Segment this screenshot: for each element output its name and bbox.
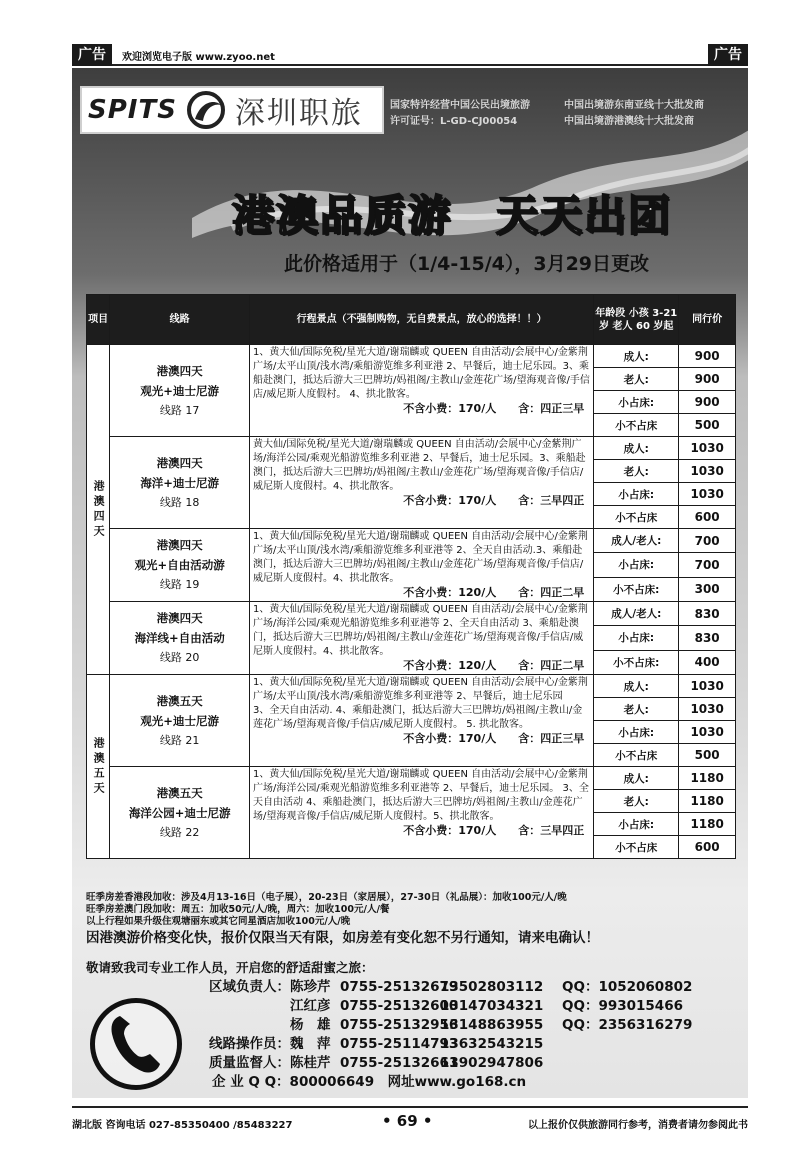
contact-qq[interactable] [562, 1035, 682, 1054]
contact-row [198, 978, 693, 997]
itinerary-cell [250, 767, 594, 859]
contact-name: 杨 雄 [290, 1017, 331, 1033]
price-cell: 300 [679, 577, 736, 601]
route-type: 观光+迪士尼游 [140, 383, 219, 398]
header-age: 年龄段 小孩 3-21 岁 老人 60 岁起 [594, 295, 679, 345]
headline-subtitle: 此价格适用于（1/4-15/4），3月29日更改 [284, 253, 650, 275]
price-cell: 1030 [679, 483, 736, 506]
route-type: 观光+自由活动游 [134, 558, 225, 572]
itinerary-cell [250, 345, 594, 437]
price-table-body [87, 345, 736, 859]
contact-phone[interactable]: 0755-25132661 [340, 1055, 459, 1071]
contact-qq[interactable]: QQ：2356316279 [562, 1017, 693, 1033]
age-cell: 小不占床 [594, 836, 679, 859]
age-cell: 成人/老人: [594, 529, 679, 553]
note-line: 旺季房差澳门段加收：周五：加收50元/人/晚，周六：加收100元/人/餐 [86, 904, 390, 915]
ad-tag-left: 广告 [72, 44, 112, 66]
category-cell: 港澳四天 [87, 345, 110, 675]
route-cell [110, 602, 250, 675]
price-cell: 900 [679, 345, 736, 368]
itinerary-text: 1、黄大仙/国际免税/星光大道/谢瑞麟或 QUEEN 自由活动/会展中心/金紫荆广场/太平山顶/浅水湾/乘船游览维多利亚港等 2、全天自由活动.3、乘船赴澳门，抵达后游大三巴牌坊/妈祖阁/主教山/金莲花广场/望海观音像/手信店/威尼斯人度假村。4、拱北散客。 [253, 531, 588, 584]
table-row [87, 437, 736, 460]
headline-title: 港澳品质游 天天出团 [232, 191, 673, 240]
license-block-right [564, 98, 704, 130]
contact-mobile[interactable]: 13147034321 [440, 998, 544, 1014]
price-cell: 400 [679, 650, 736, 674]
logo-brand-cn: 深圳职旅 [234, 96, 363, 131]
age-cell: 小占床: [594, 391, 679, 414]
itinerary-text: 黄大仙/国际免税/星光大道/谢瑞麟或 QUEEN 自由活动/会展中心/金紫荆广场/海洋公园/乘观光船游览维多利亚港 2、早餐后，迪士尼乐园。3、乘船赴澳门，抵达后游大三巴牌坊/妈祖阁/主教山/金莲花广场/望海观音像/手信店/威尼斯人度假村。4、拱北散客。 [253, 439, 586, 492]
price-table [86, 294, 736, 859]
contact-mobile[interactable]: 13502803112 [440, 979, 544, 995]
route-code: 线路 17 [159, 403, 200, 417]
top-bar [72, 44, 748, 66]
price-cell: 1030 [679, 460, 736, 483]
route-name: 港澳四天 [156, 455, 203, 470]
age-cell: 成人: [594, 437, 679, 460]
contact-role [198, 1016, 290, 1035]
price-cell: 1180 [679, 813, 736, 836]
notes-block [86, 892, 736, 948]
contact-phone[interactable]: 0755-25132600 [340, 998, 459, 1014]
price-cell: 1030 [679, 698, 736, 721]
age-cell: 小不占床: [594, 650, 679, 674]
fee-note: 不含小费：170/人 含：四正三早 [403, 732, 585, 745]
table-row [87, 345, 736, 368]
route-type: 观光+迪士尼游 [140, 713, 219, 728]
contact-row [198, 1035, 682, 1054]
route-type: 海洋线+自由活动 [134, 631, 225, 645]
advert-poster [72, 68, 748, 1098]
itinerary-text: 1、黄大仙/国际免税/星光大道/谢瑞麟或 QUEEN 自由活动/会展中心/金紫荆广场/海洋公园/乘观光船游览维多利亚港等 2、早餐后，迪士尼乐园。 3、全天自由活动 4、乘船赴澳门，抵达后游大三巴牌坊/妈祖阁/主教山/金莲花广场/望海观音像/手信店/威尼斯人度假村。5、拱北散客。 [253, 769, 589, 822]
contact-row [198, 997, 682, 1016]
contact-qq[interactable]: QQ：1052060802 [562, 979, 693, 995]
table-row [87, 675, 736, 698]
route-name: 港澳四天 [156, 363, 203, 378]
contact-qq[interactable]: QQ：993015466 [562, 998, 683, 1014]
fee-note: 不含小费：170/人 含：三早四正 [403, 494, 585, 507]
contact-heading: 敬请致我司专业工作人员，开启您的舒适甜蜜之旅： [86, 960, 374, 975]
price-cell: 500 [679, 744, 736, 767]
age-cell: 老人: [594, 790, 679, 813]
contact-phone[interactable]: 0755-25114793 [340, 1036, 459, 1052]
page-number: • 69 • [382, 1112, 433, 1130]
age-cell: 成人/老人: [594, 602, 679, 626]
route-name: 港澳五天 [156, 785, 203, 800]
price-cell: 900 [679, 368, 736, 391]
welcome-text[interactable]: 欢迎浏览电子版 www.zyoo.net [122, 52, 275, 63]
price-cell: 1030 [679, 721, 736, 744]
header-itinerary: 行程景点（不强制购物，无自费景点，放心的选择！！） [250, 295, 594, 345]
price-cell: 700 [679, 529, 736, 553]
phone-icon [90, 998, 182, 1090]
company-logo [80, 86, 384, 134]
contact-role: 质量监督人： [209, 1055, 290, 1071]
fee-note: 不含小费：120/人 含：四正二早 [403, 659, 585, 672]
contact-mobile[interactable]: 13148863955 [440, 1017, 544, 1033]
table-header-row [87, 295, 736, 345]
contact-row [198, 1054, 682, 1073]
contact-mobile[interactable]: 13902947806 [440, 1055, 544, 1071]
age-cell: 小不占床 [594, 744, 679, 767]
header-price: 同行价 [679, 295, 736, 345]
price-cell: 700 [679, 553, 736, 577]
handset-icon [106, 1012, 166, 1076]
route-name: 港澳五天 [156, 693, 203, 708]
table-row [87, 529, 736, 553]
age-cell: 小占床: [594, 721, 679, 744]
contact-name: 陈桂芹 [290, 1055, 331, 1071]
contact-name: 魏 萍 [290, 1036, 331, 1052]
price-cell: 1030 [679, 437, 736, 460]
route-code: 线路 18 [159, 495, 200, 509]
age-cell: 老人: [594, 460, 679, 483]
contact-name: 陈珍芹 [290, 979, 331, 995]
itinerary-text: 1、黄大仙/国际免税/星光大道/谢瑞麟或 QUEEN 自由活动/会展中心/金紫荆广场/太平山顶/浅水湾/乘船游览维多利亚港等 2、早餐后，迪士尼乐园 3、全天自由活动. 4、乘船赴澳门，抵达后游大三巴牌坊/妈祖阁/主教山/金莲花广场/望海观音像/手信店/威尼斯人度假村。 5. 拱北散客。 [253, 677, 588, 730]
fee-note: 不含小费：170/人 含：三早四正 [403, 824, 585, 837]
age-cell: 小占床: [594, 626, 679, 650]
price-cell: 1030 [679, 675, 736, 698]
note-warning: 因港澳游价格变化快，报价仅限当天有限，如房差有变化恕不另行通知，请来电确认！ [86, 930, 599, 946]
itinerary-cell [250, 602, 594, 675]
company-qq-website[interactable]: 企 业 Q Q：800006649 网址www.go168.cn [212, 1074, 527, 1090]
route-name: 港澳四天 [156, 538, 203, 552]
price-cell: 830 [679, 626, 736, 650]
fee-note: 不含小费：120/人 含：四正二早 [403, 586, 585, 599]
contact-phone[interactable]: 0755-25132679 [340, 979, 459, 995]
price-cell: 500 [679, 414, 736, 437]
header-category: 项目 [87, 295, 110, 345]
price-cell: 830 [679, 602, 736, 626]
age-cell: 小不占床 [594, 506, 679, 529]
header-route: 线路 [110, 295, 250, 345]
license-number: 许可证号：L-GD-CJ00054 [390, 116, 518, 127]
route-cell [110, 767, 250, 859]
route-code: 线路 21 [159, 733, 200, 747]
footer-disclaimer: 以上报价仅供旅游同行参考，消费者请勿参阅此书 [528, 1120, 748, 1131]
route-cell [110, 437, 250, 529]
license-line: 国家特许经营中国公民出境旅游 [390, 100, 530, 111]
price-cell: 600 [679, 836, 736, 859]
logo-brand-en: SPITS [88, 95, 177, 125]
contact-name: 江红彦 [290, 998, 331, 1014]
route-type: 海洋公园+迪士尼游 [128, 805, 231, 820]
contact-list [198, 978, 693, 1092]
age-cell: 小占床: [594, 813, 679, 836]
route-type: 海洋+迪士尼游 [140, 475, 219, 490]
age-cell: 小占床: [594, 483, 679, 506]
route-cell [110, 529, 250, 602]
table-row [87, 602, 736, 626]
page-footer [72, 1106, 748, 1132]
route-code: 线路 20 [159, 651, 200, 664]
age-cell: 小占床: [594, 553, 679, 577]
contact-mobile[interactable]: 13632543215 [440, 1036, 544, 1052]
footer-hotline: 湖北版 咨询电话 027-85350400 /85483227 [72, 1120, 293, 1131]
award-line: 中国出境游东南亚线十大批发商 [564, 100, 704, 111]
route-cell [110, 345, 250, 437]
price-cell: 900 [679, 391, 736, 414]
age-cell: 老人: [594, 368, 679, 391]
contact-role: 区域负责人： [209, 979, 290, 995]
price-cell: 1180 [679, 790, 736, 813]
itinerary-cell [250, 675, 594, 767]
itinerary-cell [250, 529, 594, 602]
award-line: 中国出境游港澳线十大批发商 [564, 116, 694, 127]
age-cell: 小不占床: [594, 577, 679, 601]
itinerary-text: 1、黄大仙/国际免税/星光大道/谢瑞麟或 QUEEN 自由活动/会展中心/金紫荆广场/太平山顶/浅水湾/乘船游览维多利亚港 2、早餐后，迪士尼乐园。3、乘船赴澳门，抵达后游大三巴牌坊/妈祖阁/主教山/金莲花广场/望海观音像/手信店/威尼斯人度假村。 4、拱北散客。 [253, 347, 590, 400]
price-cell: 1180 [679, 767, 736, 790]
contact-phone[interactable]: 0755-25132956 [340, 1017, 459, 1033]
age-cell: 老人: [594, 698, 679, 721]
note-line: 以上行程如果升级住观塘丽东或其它同星酒店加收100元/人/晚 [86, 916, 351, 927]
contact-role: 线路操作员： [209, 1036, 290, 1052]
category-cell: 港澳五天 [87, 675, 110, 859]
age-cell: 小不占床 [594, 414, 679, 437]
contact-qq[interactable] [562, 1054, 682, 1073]
route-name: 港澳四天 [156, 611, 203, 625]
license-block-left [390, 98, 530, 130]
price-cell: 600 [679, 506, 736, 529]
contact-row [198, 1016, 693, 1035]
route-cell [110, 675, 250, 767]
ad-tag-right: 广告 [708, 44, 748, 66]
fee-note: 不含小费：170/人 含：四正三早 [403, 402, 585, 415]
itinerary-cell [250, 437, 594, 529]
age-cell: 成人: [594, 345, 679, 368]
contact-role [198, 997, 290, 1016]
table-row [87, 767, 736, 790]
itinerary-text: 1、黄大仙/国际免税/星光大道/谢瑞麟或 QUEEN 自由活动/会展中心/金紫荆广场/海洋公园/乘观光船游览维多利亚港等 2、全天自由活动 3、乘船赴澳门，抵达后游大三巴牌坊/妈祖阁/主教山/金莲花广场/望海观音像/手信店/威尼斯人度假村。4、拱北散客。 [253, 604, 588, 657]
age-cell: 成人: [594, 675, 679, 698]
swirl-logo-icon [185, 91, 227, 129]
note-line: 旺季房差香港段加收：涉及4月13-16日（电子展），20-23日（家居展），27-30日（礼品展）：加收100元/人/晚 [86, 892, 567, 903]
route-code: 线路 19 [159, 578, 200, 591]
route-code: 线路 22 [159, 825, 200, 839]
age-cell: 成人: [594, 767, 679, 790]
